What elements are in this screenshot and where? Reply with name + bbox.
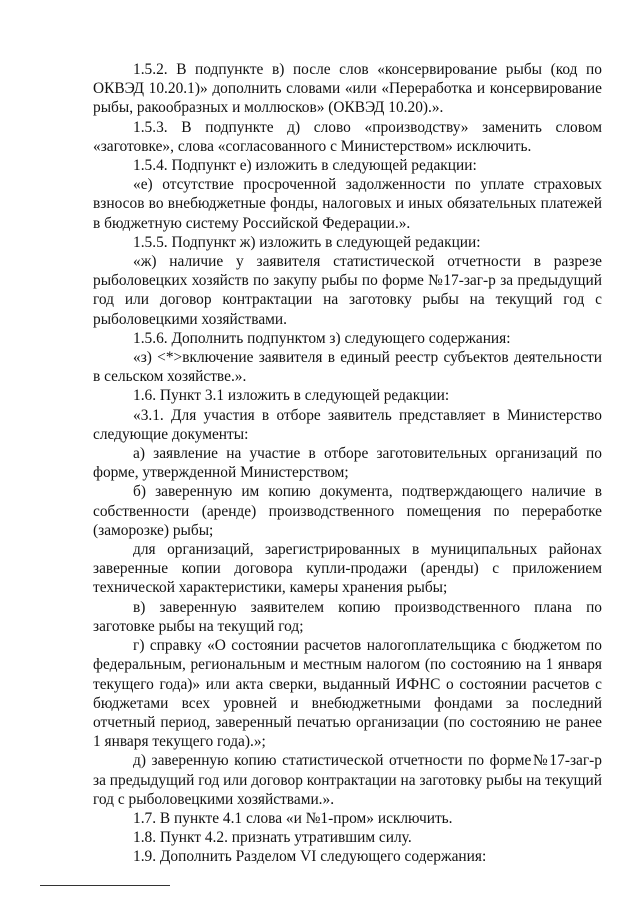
paragraph-doc-a: а) заявление на участие в отборе заготовительных организаций по форме, утвержденной Министерством; — [93, 445, 602, 482]
paragraph-1-7: 1.7. В пункте 4.1 слова «и №1-пром» исключить. — [133, 809, 453, 827]
document-body — [93, 60, 602, 867]
paragraph-subitem-z: «з) <*>включение заявителя в единый реестр субъектов деятельности в сельском хозяйстве.». — [93, 349, 602, 386]
paragraph-1-5-5: 1.5.5. Подпункт ж) изложить в следующей редакции: — [133, 233, 481, 251]
paragraph-municipal: для организаций, зарегистрированных в муниципальных районах заверенные копии договора купли-продажи (аренды) с приложением технической характеристики, камеры хранения рыбы; — [93, 541, 602, 597]
paragraph-1-8: 1.8. Пункт 4.2. признать утратившим силу. — [133, 829, 412, 847]
paragraph-1-9: 1.9. Дополнить Разделом VI следующего содержания: — [133, 848, 487, 866]
paragraph-doc-d: д) заверенную копию статистической отчетности по форме№17-заг-р за предыдущий год или договор контрактации на заготовку рыбы на текущий год с рыболовецкими хозяйствами.». — [93, 752, 602, 808]
paragraph-doc-b: б) заверенную им копию документа, подтверждающего наличие в собственности (аренде) производственного помещения по переработке (заморозке) рыбы; — [93, 483, 602, 539]
paragraph-3-1: «3.1. Для участия в отборе заявитель представляет в Министерство следующие документы: — [93, 406, 602, 443]
paragraph-doc-g: г) справку «О состоянии расчетов налогоплательщика с бюджетом по федеральным, региональным и местным налогом (по состоянию на 1 января текущего года)» или акта сверки, выданный ИФНС о состоянии расчетов с бюджетами всех уровней и внебюджетными фондами за последний отчетный период, заверенный печатью организации (по состоянию не ранее 1 января текущего года).»; — [93, 637, 602, 751]
paragraph-1-5-4: 1.5.4. Подпункт е) изложить в следующей редакции: — [133, 157, 477, 175]
paragraph-1-6: 1.6. Пункт 3.1 изложить в следующей редакции: — [133, 387, 450, 405]
paragraph-1-5-6: 1.5.6. Дополнить подпунктом з) следующего содержания: — [133, 329, 511, 347]
paragraph-1-5-3: 1.5.3. В подпункте д) слово «производству» заменить словом «заготовке», слова «согласованного с Министерством» исключить. — [93, 118, 602, 155]
paragraph-subitem-zh: «ж) наличие у заявителя статистической отчетности в разрезе рыболовецких хозяйств по закупу рыбы по форме №17-заг-р за предыдущий год или договор контрактации на заготовку рыбы на текущий год с рыболовецкими хозяйствами. — [93, 253, 602, 328]
paragraph-1-5-2: 1.5.2. В подпункте в) после слов «консервирование рыбы (код по ОКВЭД 10.20.1)» дополнить словами «или «Переработка и консервирование рыбы, ракообразных и моллюсков» (ОКВЭД 10.20).». — [93, 61, 602, 117]
footnote-divider — [40, 885, 170, 886]
paragraph-doc-v: в) заверенную заявителем копию производственного плана по заготовке рыбы на текущий год; — [93, 598, 602, 635]
paragraph-subitem-e: «е) отсутствие просроченной задолженности по уплате страховых взносов во внебюджетные фонды, налоговых и иных обязательных платежей в бюджетную систему Российской Федерации.». — [93, 176, 602, 232]
